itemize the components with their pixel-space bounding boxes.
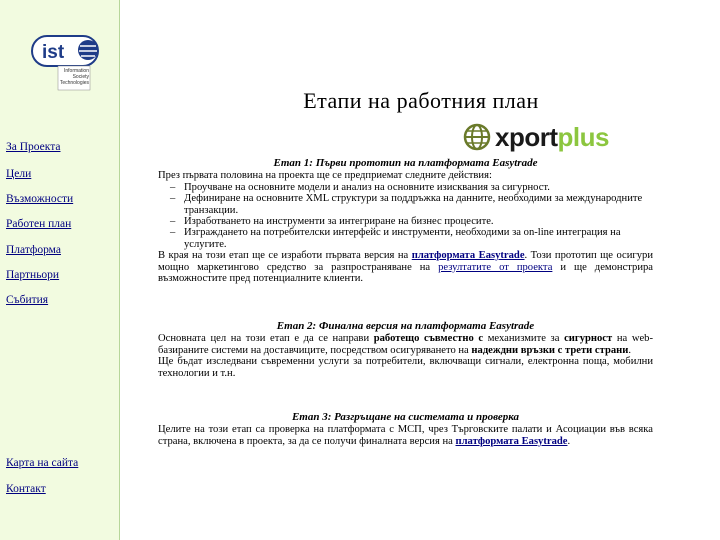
nav-link-sitemap[interactable]: Карта на сайта	[6, 457, 79, 469]
svg-text:ist: ist	[42, 42, 65, 63]
stage1-paragraph: В края на този етап ще се изработи първата версия на платформата Easytrade. Този прототип ще осигури мощно маркетингово средство за разпространяване на резултатите от проекта и ще демонстрира възможностите пред потенциалните клиенти.	[158, 250, 653, 285]
project-results-link[interactable]: резултатите от проекта	[438, 261, 553, 273]
platform-easytrade-link-2[interactable]: платформата Easytrade	[455, 435, 568, 447]
page-title: Етапи на работния план	[303, 88, 539, 113]
stage3-heading: Етап 3: Разгръщане на системата и проверка	[291, 411, 520, 423]
nav-link-goals[interactable]: Цели	[6, 168, 32, 180]
sidebar	[0, 0, 120, 540]
list-item: – Проучване на основните модели и анализ на основните изисквания за сигурност.	[170, 181, 550, 193]
platform-easytrade-link[interactable]: платформата Easytrade	[411, 250, 525, 262]
stage2-heading: Етап 2: Финална версия на платформата Easytrade	[276, 320, 535, 332]
ist-logo	[30, 30, 100, 92]
nav-link-events[interactable]: Събития	[6, 294, 49, 306]
stage1-intro: През първата половина на проекта ще се предприемат следните действия:	[158, 170, 492, 182]
nav-link-about[interactable]: За Проекта	[6, 141, 61, 153]
globe-icon	[463, 123, 491, 151]
stage1-section	[158, 158, 653, 284]
nav-link-work-plan[interactable]: Работен план	[6, 218, 72, 230]
xportplus-wordmark: xportplus	[495, 122, 609, 152]
nav-link-contact[interactable]: Контакт	[6, 483, 46, 495]
stage2-paragraph: Основната цел на този етап е да се направи работещо съвместно с механизмите за сигурност на web-базираните системи на доставчиците, посредством осигуряването на надеждни връзки с трети страни.	[158, 333, 653, 356]
list-item: – Изработването на инструменти за интегриране на бизнес процесите.	[170, 216, 494, 228]
stage3-section	[158, 412, 653, 447]
xportplus-logo	[463, 122, 648, 152]
list-item: – Дефиниране на основните XML структури за поддръжка на данните, необходими за международните транзакции.	[170, 193, 643, 216]
stage1-bullet-list	[158, 182, 653, 250]
ist-logo-caption: Information Society Technologies	[59, 68, 89, 86]
stage1-heading: Етап 1: Първи прототип на платформата Easytrade	[273, 157, 538, 169]
stage2-section	[158, 321, 653, 379]
stage3-paragraph: Целите на този етап са проверка на платформата с МСП, чрез Търговските палати и Асоциации във всяка страна, включена в проекта, за да се получи финалната версия на платформата Easytrade.	[158, 424, 653, 447]
nav-link-opportunities[interactable]: Възможности	[6, 193, 74, 205]
list-item: – Изграждането на потребителски интерфейс и инструменти, необходими за on-line интеграция на услугите.	[170, 227, 621, 250]
nav-link-platform[interactable]: Платформа	[6, 244, 61, 256]
nav-link-partners[interactable]: Партньори	[6, 269, 60, 281]
stage2-paragraph-2: Ще бъдат изследвани съвременни услуги за потребители, включващи сигнали, електронна поща, мобилни технологии и т.н.	[158, 356, 653, 379]
